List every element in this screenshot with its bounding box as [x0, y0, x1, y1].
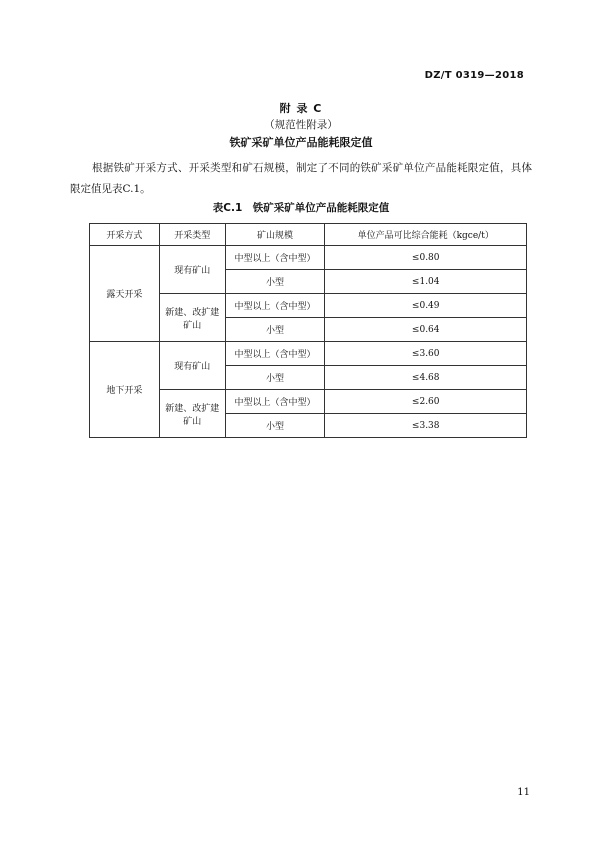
method-cell: 地下开采 [90, 342, 160, 438]
appendix-subtitle: （规范性附录） [264, 119, 338, 131]
value-cell: ≤1.04 [325, 270, 527, 294]
scale-cell: 中型以上（含中型） [225, 390, 325, 414]
appendix-heading: 铁矿采矿单位产品能耗限定值 [229, 136, 373, 149]
page-number: 11 [517, 787, 530, 798]
value-cell: ≤3.60 [325, 342, 527, 366]
method-cell: 露天开采 [90, 246, 160, 342]
energy-limit-table [89, 223, 527, 438]
scale-cell: 中型以上（含中型） [225, 246, 325, 270]
scale-cell: 中型以上（含中型） [225, 294, 325, 318]
table-row [90, 342, 527, 366]
header-type: 开采类型 [159, 224, 225, 246]
table-header-row [90, 224, 527, 246]
value-cell: ≤4.68 [325, 366, 527, 390]
body-paragraph: 根据铁矿开采方式、开采类型和矿石规模，制定了不同的铁矿采矿单位产品能耗限定值，具体限定值见表C.1。 [70, 162, 532, 195]
header-method: 开采方式 [90, 224, 160, 246]
scale-cell: 小型 [225, 318, 325, 342]
type-cell: 新建、改扩建矿山 [159, 294, 225, 342]
value-cell: ≤0.64 [325, 318, 527, 342]
type-cell: 现有矿山 [159, 342, 225, 390]
appendix-title: 附 录 C [279, 102, 323, 115]
scale-cell: 小型 [225, 270, 325, 294]
header-scale: 矿山规模 [225, 224, 325, 246]
scale-cell: 中型以上（含中型） [225, 342, 325, 366]
header-energy: 单位产品可比综合能耗（kgce/t） [325, 224, 527, 246]
type-cell: 现有矿山 [159, 246, 225, 294]
table-caption: 表C.1 铁矿采矿单位产品能耗限定值 [212, 202, 390, 214]
type-cell: 新建、改扩建矿山 [159, 390, 225, 438]
value-cell: ≤2.60 [325, 390, 527, 414]
value-cell: ≤0.49 [325, 294, 527, 318]
table-row [90, 246, 527, 270]
scale-cell: 小型 [225, 366, 325, 390]
value-cell: ≤0.80 [325, 246, 527, 270]
value-cell: ≤3.38 [325, 414, 527, 438]
standard-code: DZ/T 0319—2018 [424, 70, 524, 81]
scale-cell: 小型 [225, 414, 325, 438]
